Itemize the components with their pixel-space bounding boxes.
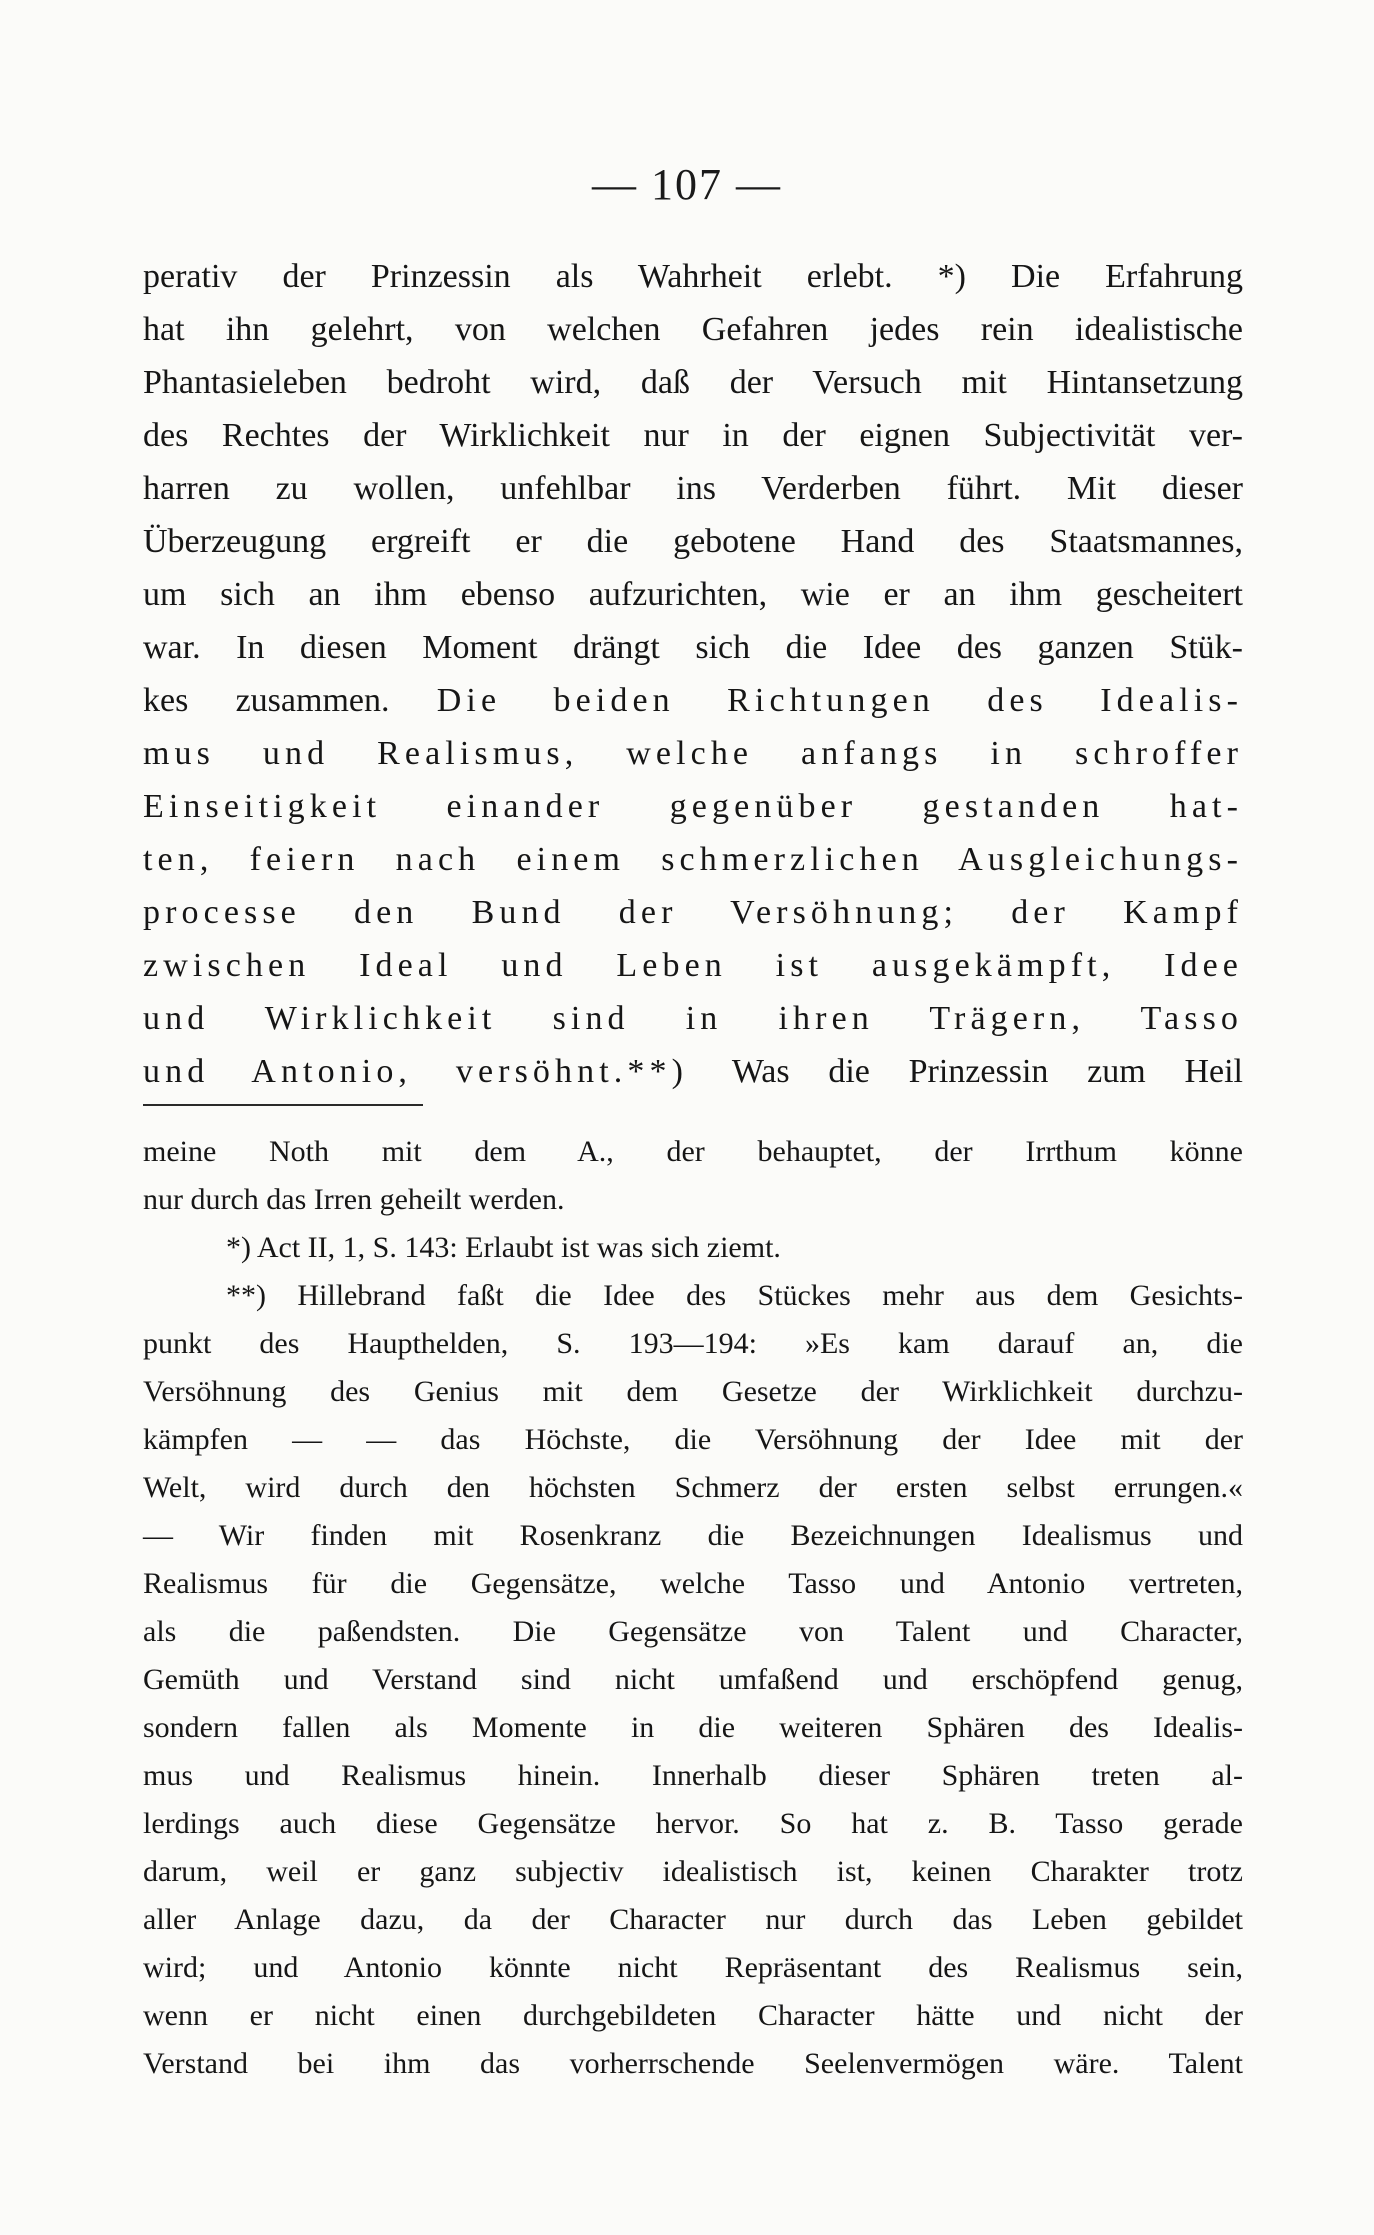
footnote-line: wenn er nicht einen durchgebildeten Character hätte und nicht der	[143, 1999, 1243, 2032]
spaced-text-segment: Einseitigkeit einander gegenüber gestanden hat-	[143, 788, 1243, 825]
spaced-text-segment: processe den Bund der Versöhnung; der Kampf	[143, 894, 1243, 931]
footnote-line: als die paßendsten. Die Gegensätze von Talent und Character,	[143, 1615, 1243, 1648]
spaced-text-segment: Die beiden Richtungen des Idealis-	[436, 682, 1243, 719]
text-line	[143, 886, 1243, 939]
footnote-line: nur durch das Irren geheilt werden.	[143, 1183, 565, 1216]
spaced-text-segment: und Wirklichkeit sind in ihren Trägern, Tasso	[143, 1000, 1243, 1037]
footnote-line: mus und Realismus hinein. Innerhalb dieser Sphären treten al-	[143, 1759, 1243, 1792]
text-line	[143, 356, 1243, 409]
text-line	[143, 303, 1243, 356]
footnote-line: Verstand bei ihm das vorherrschende Seelenvermögen wäre. Talent	[143, 2047, 1243, 2080]
text-segment: um sich an ihm ebenso aufzurichten, wie er an ihm gescheitert	[143, 576, 1243, 613]
footnote-line: — Wir finden mit Rosenkranz die Bezeichnungen Idealismus und	[143, 1519, 1243, 1552]
text-line	[143, 992, 1243, 1045]
text-segment: hat ihn gelehrt, von welchen Gefahren jedes rein idealistische	[143, 311, 1243, 348]
footnote-line: *) Act II, 1, S. 143: Erlaubt ist was sich ziemt.	[226, 1231, 781, 1264]
text-segment: harren zu wollen, unfehlbar ins Verderben führt. Mit dieser	[143, 470, 1243, 507]
footnote-line: kämpfen — — das Höchste, die Versöhnung der Idee mit der	[143, 1423, 1243, 1456]
footnote-line: Realismus für die Gegensätze, welche Tasso und Antonio vertreten,	[143, 1567, 1243, 1600]
text-segment: Überzeugung ergreift er die gebotene Hand des Staatsmannes,	[143, 523, 1243, 560]
text-segment: Phantasieleben bedroht wird, daß der Versuch mit Hintansetzung	[143, 364, 1243, 401]
text-line	[143, 1045, 1243, 1098]
text-segment: kes zusammen.	[143, 682, 437, 719]
footnote-line: aller Anlage dazu, da der Character nur durch das Leben gebildet	[143, 1903, 1243, 1936]
page-number: — 107 —	[592, 160, 782, 209]
spaced-text-segment: ten, feiern nach einem schmerzlichen Ausgleichungs-	[143, 841, 1243, 878]
text-line	[143, 939, 1243, 992]
footnotes	[143, 1128, 1243, 2088]
text-segment: war. In diesen Moment drängt sich die Idee des ganzen Stük-	[143, 629, 1243, 666]
footnote-line: meine Noth mit dem A., der behauptet, der Irrthum könne	[143, 1135, 1243, 1168]
main-text	[143, 250, 1243, 1098]
footnote-separator	[143, 1104, 423, 1106]
spaced-text-segment: mus und Realismus, welche anfangs in schroffer	[143, 735, 1243, 772]
footnote-line: sondern fallen als Momente in die weiteren Sphären des Idealis-	[143, 1711, 1243, 1744]
footnote-line: Welt, wird durch den höchsten Schmerz der ersten selbst errungen.«	[143, 1471, 1243, 1504]
text-line	[143, 674, 1243, 727]
footnote-line: Gemüth und Verstand sind nicht umfaßend und erschöpfend genug,	[143, 1663, 1243, 1696]
footnote-line: lerdings auch diese Gegensätze hervor. So hat z. B. Tasso gerade	[143, 1807, 1243, 1840]
footnote-line: wird; und Antonio könnte nicht Repräsentant des Realismus sein,	[143, 1951, 1243, 1984]
text-line	[143, 462, 1243, 515]
text-segment: des Rechtes der Wirklichkeit nur in der eignen Subjectivität ver-	[143, 417, 1243, 454]
text-line	[143, 727, 1243, 780]
text-line	[143, 515, 1243, 568]
text-segment: Was die Prinzessin zum Heil	[731, 1053, 1243, 1090]
spaced-text-segment: und Antonio, versöhnt.**)	[143, 1053, 732, 1090]
text-line	[143, 409, 1243, 462]
footnote-line: darum, weil er ganz subjectiv idealistisch ist, keinen Charakter trotz	[143, 1855, 1243, 1888]
footnote-line: **) Hillebrand faßt die Idee des Stückes mehr aus dem Gesichts-	[226, 1279, 1243, 1312]
text-line	[143, 780, 1243, 833]
text-line	[143, 250, 1243, 303]
text-line	[143, 568, 1243, 621]
text-line	[143, 621, 1243, 674]
footnote-line: punkt des Haupthelden, S. 193—194: »Es kam darauf an, die	[143, 1327, 1243, 1360]
spaced-text-segment: zwischen Ideal und Leben ist ausgekämpft, Idee	[143, 947, 1243, 984]
text-line	[143, 833, 1243, 886]
footnote-line: Versöhnung des Genius mit dem Gesetze der Wirklichkeit durchzu-	[143, 1375, 1243, 1408]
text-segment: perativ der Prinzessin als Wahrheit erlebt. *) Die Erfahrung	[143, 258, 1243, 295]
